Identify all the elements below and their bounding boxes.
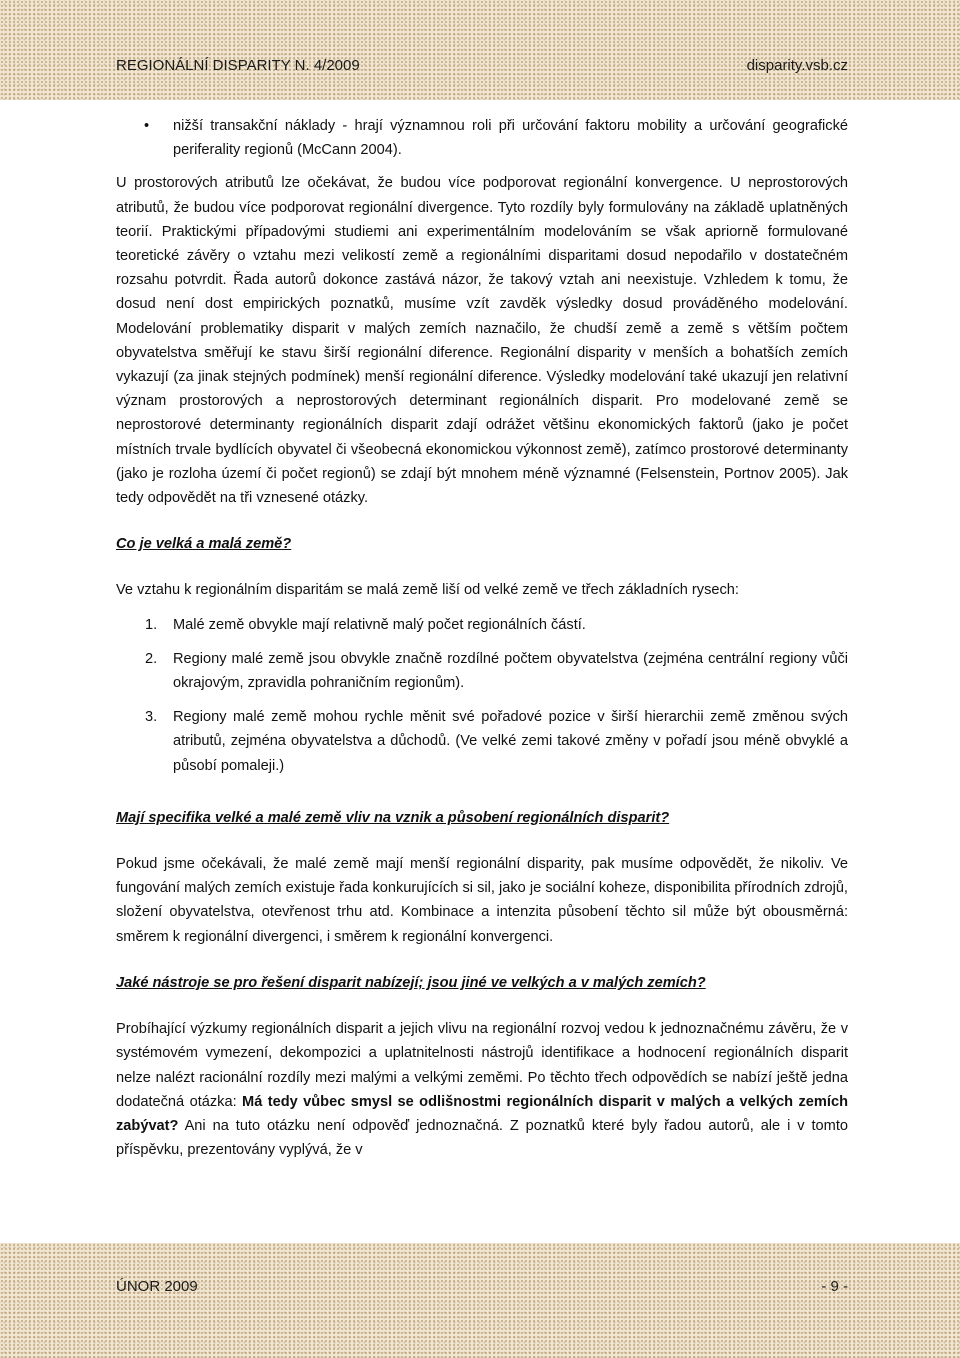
list-item — [116, 647, 848, 695]
list-item-text: Regiony malé země jsou obvykle značně rozdílné počtem obyvatelstva (zejména centrální regiony vůči okrajovým, zpravidla pohraničním regionům). — [173, 650, 848, 692]
page-footer — [116, 1278, 848, 1295]
paragraph-1: U prostorových atributů lze očekávat, že budou více podporovat regionální konvergence. U neprostorových atributů, že budou více podporovat regionální divergence. Tyto rozdíly byly formulovány na základě uplatněných teorií. Praktickými případovými studiemi ani experimentálním modelováním se však apriorně formulované teoretické závěry o vztahu mezi velikostí země a regionálními disparitami dosud nepodařilo v dostatečném rozsahu potvrdit. Řada autorů dokonce zastává názor, že takový vztah ani neexistuje. Vzhledem k tomu, že dosud není dost empirických poznatků, musíme vzít zavděk výsledky dosud prováděného modelování. Modelování problematiky disparit v malých zemích naznačilo, že chudší země a země s větším počtem obyvatelstva směřují ke stavu širší regionální diference. Regionální disparity v menších a bohatších zemích vykazují (za jinak stejných podmínek) menší regionální diference. Výsledky modelování také ukazují jen relativní význam prostorových a neprostorových determinant regionálních disparit. Pro modelované země se neprostorové determinanty regionálních disparit zdají odrážet většinu ekonomických faktorů (jako je počet místních trvale bydlících obyvatel či všeobecná ekonomickou výkonnost země), zatímco prostorové determinanty (jako je rozloha území či počet regionů) se zdají být mnohem méně významné (Felsenstein, Portnov 2005). Jak tedy odpovědět na tři vznesené otázky. — [116, 175, 848, 507]
paragraph-4-part2: Ani na tuto otázku není odpověď jednoznačná. Z poznatků které byly řadou autorů, ale i v tomto příspěvku, prezentovány vyplývá, že v — [116, 1117, 848, 1159]
page-content — [116, 114, 848, 1162]
paragraph-4 — [116, 1017, 848, 1162]
section-heading-1: Co je velká a malá země? — [116, 536, 292, 553]
bullet-icon: • — [144, 118, 150, 134]
footer-date: ÚNOR 2009 — [116, 1278, 198, 1295]
list-number: 3. — [145, 709, 158, 726]
footer-band — [0, 1243, 960, 1358]
section-heading-2: Mají specifika velké a malé země vliv na vznik a působení regionálních disparit? — [116, 809, 670, 826]
journal-title: REGIONÁLNÍ DISPARITY N. 4/2009 — [116, 57, 360, 74]
list-number: 2. — [145, 650, 158, 667]
journal-url[interactable]: disparity.vsb.cz — [746, 57, 848, 74]
list-item-text: Regiony malé země mohou rychle měnit své pořadové pozice v širší hierarchii země změnou svých atributů, zejména obyvatelstva a důchodů. (Ve velké zemi takové změny v pořadí jsou méně obvyklé a působí pomaleji.) — [173, 709, 848, 774]
header-band — [0, 0, 960, 100]
paragraph-3: Pokud jsme očekávali, že malé země mají menší regionální disparity, pak musíme odpovědět, že nikoliv. Ve fungování malých zemích existuje řada konkurujících si sil, jako je sociální koheze, disponibilita přírodních zdrojů, složení obyvatelstva, otevřenost trhu atd. Kombinace a intenzita působení těchto sil může být obousměrná: směrem k regionální divergenci, i směrem k regionální konvergenci. — [116, 856, 848, 945]
numbered-list — [116, 613, 848, 778]
page-header — [116, 57, 848, 74]
bullet-item — [116, 114, 848, 162]
list-number: 1. — [145, 616, 158, 633]
section-heading-3: Jaké nástroje se pro řešení disparit nabízejí; jsou jiné ve velkých a v malých zemích? — [116, 974, 706, 991]
list-item — [116, 613, 848, 637]
paragraph-2: Ve vztahu k regionálním disparitám se malá země liší od velké země ve třech základních rysech: — [116, 582, 739, 599]
list-item-text: Malé země obvykle mají relativně malý počet regionálních částí. — [173, 616, 586, 633]
paragraph-4-part1: Probíhající výzkumy regionálních disparit a jejich vlivu na regionální rozvoj vedou k jednoznačnému závěru, že v systémovém vymezení, dekompozici a uplatnitelnosti nástrojů identifikace a hodnocení regionálních disparit nelze nalézt racionální rozdíly mezi malými a velkými zeměmi. Po těchto třech odpovědích se nabízí ještě jedna dodatečná otázka: — [116, 1021, 848, 1110]
page-number: - 9 - — [821, 1278, 848, 1295]
list-item — [116, 705, 848, 778]
paragraph-4-bold-question: Má tedy vůbec smysl se odlišnostmi regionálních disparit v malých a velkých zemích zabývat? — [116, 1093, 848, 1134]
bullet-text: nižší transakční náklady - hrají významnou roli při určování faktoru mobility a určování geografické periferality regionů (McCann 2004). — [173, 118, 848, 159]
